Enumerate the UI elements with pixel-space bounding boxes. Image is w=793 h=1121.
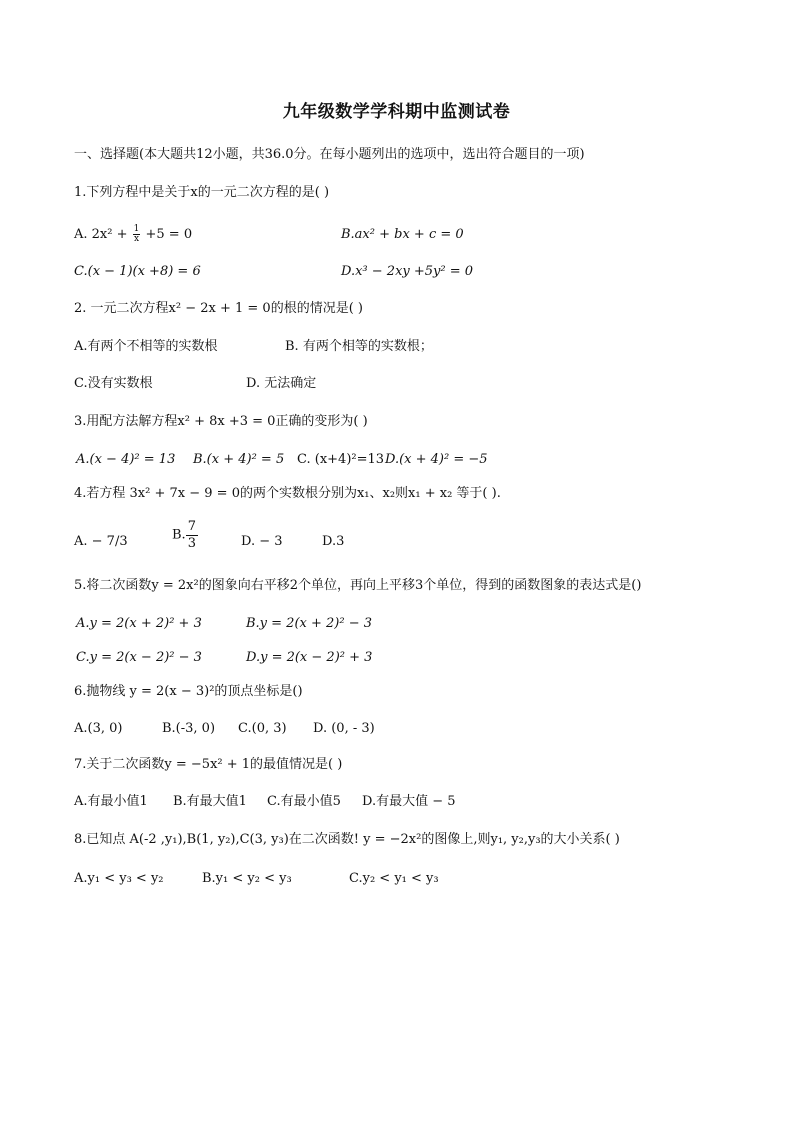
question-8-option-b: B.y₁ < y₂ < y₃: [202, 871, 292, 886]
question-6-stem: 6.抛物线 y = 2(x − 3)²的顶点坐标是(): [74, 684, 303, 699]
fraction-numerator: 1: [133, 224, 140, 234]
question-2-option-d: D. 无法确定: [246, 376, 317, 391]
question-4-option-c: D. − 3: [241, 534, 283, 549]
question-2-stem: 2. 一元二次方程x² − 2x + 1 = 0的根的情况是( ): [74, 301, 363, 316]
question-5-option-b: B.y = 2(x + 2)² − 3: [246, 616, 373, 631]
fraction: [186, 519, 198, 552]
section-heading: 一、选择题(本大题共12小题，共36.0分。在每小题列出的选项中，选出符合题目的一项): [74, 147, 585, 162]
question-1-stem: 1.下列方程中是关于x的一元二次方程的是( ): [74, 185, 330, 200]
question-7-option-d: D.有最大值 − 5: [362, 794, 456, 809]
question-3-option-a: A.(x − 4)² = 13: [76, 452, 176, 467]
question-6-option-c: C.(0, 3): [238, 721, 287, 736]
question-3-option-d: D.(x + 4)² = −5: [385, 452, 488, 467]
question-6-option-d: D. (0, - 3): [313, 721, 375, 736]
question-4-stem: 4.若方程 3x² + 7x − 9 = 0的两个实数根分别为x₁、x₂则x₁ + x₂ 等于( ).: [74, 486, 501, 501]
page-title: 九年级数学学科期中监测试卷: [282, 102, 511, 122]
question-2-option-b: B. 有两个相等的实数根；: [285, 339, 433, 354]
question-5-option-a: A.y = 2(x + 2)² + 3: [76, 616, 202, 631]
fraction: [133, 225, 141, 244]
question-8-option-a: A.y₁ < y₃ < y₂: [74, 871, 164, 886]
question-5-option-c: C.y = 2(x − 2)² − 3: [76, 650, 202, 665]
question-3-option-b: B.(x + 4)² = 5: [193, 452, 285, 467]
option-a-prefix: A. 2x² +: [74, 227, 132, 242]
question-8-option-c: C.y₂ < y₁ < y₃: [349, 871, 439, 886]
question-3-stem: 3.用配方法解方程x² + 8x +3 = 0正确的变形为( ): [74, 414, 368, 429]
question-5-stem: 5.将二次函数y = 2x²的图象向右平移2个单位，再向上平移3个单位，得到的函数图象的表达式是(): [74, 578, 642, 593]
question-3-option-c: C. (x+4)²=13: [297, 452, 385, 467]
question-7-option-b: B.有最大值1: [173, 794, 247, 809]
fraction-numerator: 7: [187, 519, 196, 534]
fraction-denominator: x: [133, 234, 140, 244]
question-7-option-a: A.有最小值1: [74, 794, 148, 809]
question-6-option-b: B.(-3, 0): [162, 721, 216, 736]
question-1-option-c: C.(x − 1)(x +8) = 6: [74, 264, 201, 279]
question-1-option-a: [74, 225, 192, 245]
question-1-option-d: D.x³ − 2xy +5y² = 0: [341, 264, 474, 279]
fraction-denominator: 3: [187, 536, 196, 551]
question-8-stem: 8.已知点 A(-2 ,y₁),B(1, y₂),C(3, y₃)在二次函数! y = −2x²的图像上,则y₁, y₂,y₃的大小关系( ): [74, 832, 620, 847]
question-7-option-c: C.有最小值5: [267, 794, 341, 809]
question-1-option-b: B.ax² + bx + c = 0: [341, 227, 464, 242]
question-4-option-b: [172, 519, 198, 552]
question-5-option-d: D.y = 2(x − 2)² + 3: [246, 650, 373, 665]
question-4-option-a: A. − 7/3: [74, 534, 128, 549]
question-6-option-a: A.(3, 0): [74, 721, 123, 736]
question-2-option-a: A.有两个不相等的实数根: [74, 339, 218, 354]
question-4-option-d: D.3: [322, 534, 345, 549]
option-b-prefix: B.: [172, 527, 186, 543]
question-2-option-c: C.没有实数根: [74, 376, 153, 391]
option-a-suffix: +5 = 0: [141, 227, 193, 242]
question-7-stem: 7.关于二次函数y = −5x² + 1的最值情况是( ): [74, 757, 343, 772]
